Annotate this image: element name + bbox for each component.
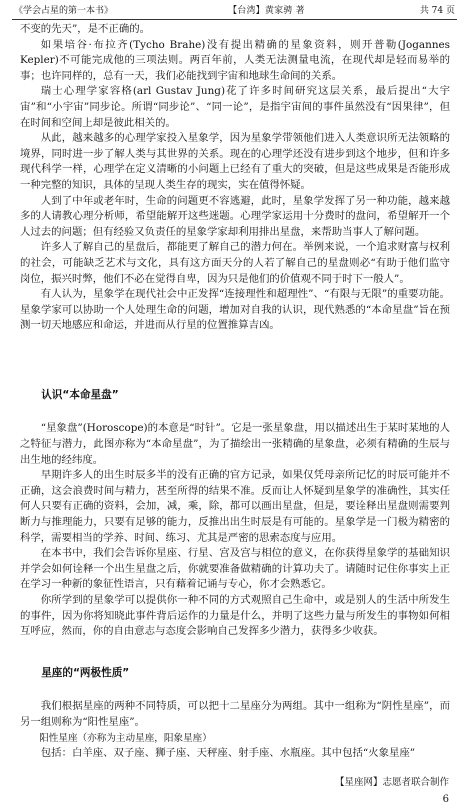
section-spacer [20,640,450,666]
paragraph: “星象盘”(Horoscope)的本意是“时针”。它是一张星象盘，用以描述出生于某时某地的人之特征与潜力，此图亦称为“本命星盘”，为了描绘出一张精确的星象盘，必须有精确的生辰与出生地的经纬度。 [20,422,450,466]
paragraph: 你所学到的星象学可以提供你一种不同的方式观照自己生命中，或是别人的生活中所发生的事件，因为你将知晓此事件背后运作的力量是什么，并明了这些力量与所发生的事物如何相互呼应，然而，你的自由意志与态度会影响自己发挥多少潜力，获得多少收获。 [20,594,450,638]
header-book-title: 《学会占星的第一本书》 [14,6,114,16]
header-divider [12,19,457,20]
paragraph: 从此，越来越多的心理学家投入星象学，因为星象学带领他们进入人类意识所无法领略的境界，同时进一步了解人类与其世界的关系。现在的心理学还没有进步到这个地步，但和许多现代科学一样，心理学在定义清晰的小问题上已经有了重大的突破，但是这些成果是否能形成一种完整的知识，具体的呈现人类生存的现实，实在值得怀疑。 [20,132,450,191]
body-text [20,22,450,762]
section-heading-natal-chart: 认识“本命星盘” [41,388,119,401]
page-header [14,4,455,18]
paragraph: 如果培谷·布拉齐(Tycho Brahe)没有提出精确的星象资料，则开普勒(Jogannes Kepler)不可能完成他的三项法则。两百年前，人类无法测量电流，在现代却是轻而易举的事；也许同样的，总有一天，我们必能找到宇宙和地球生命间的关系。 [20,38,450,82]
section-spacer [20,681,450,699]
paragraph: 我们根据星座的两种不同特质，可以把十二星座分为两组。其中一组称为“阴性星座”，而另一组则称为“阳性星座”。 [20,700,450,728]
paragraph: 瑞士心理学家容格(arl Gustav Jung)花了许多时间研究这层关系，最后提出“大宇宙”和“小宇宙”同步论。所谓“同步论”、“同一论”，是指宇宙间的事件虽然没有“因果律”，但在时间和空间上却是彼此相关的。 [20,85,450,129]
paragraph: 不变的先天”，是不正确的。 [20,23,150,35]
paragraph: 包括：白羊座、双子座、狮子座、天秤座、射手座、水瓶座。其中包括“火象星座” [40,747,416,760]
header-page-count: 共 74 页 [419,6,455,16]
masculine-signs-label: 阳性星座（亦称为主动星座，阳象星座） [39,732,212,744]
section-spacer [20,403,450,421]
section-heading-polarity: 星座的“两极性质” [41,666,130,679]
paragraph: 有人认为，星象学在现代社会中正发挥“连接理性和超理性”、“有限与无限”的重要功能。星象学家可以协助一个人处理生命的问题，增加对自我的认识，现代熟悉的“本命星盘”旨在预测一切天地感应和命运，并进而从行星的位置推算吉凶。 [20,288,450,332]
paragraph: 在本书中，我们会告诉你星座、行星、宫及宫与相位的意义，在你获得星象学的基础知识并学会如何诠释一个出生星盘之后，你就要准备做精确的计算功夫了。请随时记住你事实上正在学习一种新的象征性语言，只有藉着记诵与专心，你才会熟悉它。 [20,547,450,591]
page-number: 6 [442,794,449,805]
paragraph: 许多人了解自己的星盘后，都能更了解自己的潜力何在。举例来说，一个追求财富与权利的社会，可能缺乏艺术与文化，具有这方面天分的人若了解自己的星盘则必“有助于他们监守岗位，振兴时弊，他们不必在觉得自卑，因为只是他们的价值观不同于时下一般人”。 [20,241,450,285]
section-spacer [20,334,450,388]
footer-credit: 【星座网】志愿者联合制作 [334,777,449,788]
paragraph: 人到了中年或老年时，生命的问题更不容逃避，此时，星象学发挥了另一种功能，越来越多的人请教心理分析师，希望能解开这些迷题。心理学家运用十分费时的盘问，希望解开一个人过去的问题；但有经验又负责任的星象学家却利用排出星盘，来帮助当事人了解问题。 [20,194,450,238]
header-author: 【台湾】黄家骋 著 [228,6,305,16]
paragraph: 早期许多人的出生时辰多半的没有正确的官方记录，如果仅凭母亲所记忆的时辰可能并不正确，这会浪费时间与精力，甚至所得的结果不准。反而让人怀疑到星象学的准确性，其实任何人只要有正确的资料，会加，减，乘，除，都可以画出星盘，但是，要诠释出星盘则需要判断力与推理能力，只要有足够的能力，反推出出生时辰是有可能的。星象学是一门极为精密的科学，需要相当的学养、时间、练习、尤其是严密的思索态度与应用。 [20,469,450,544]
